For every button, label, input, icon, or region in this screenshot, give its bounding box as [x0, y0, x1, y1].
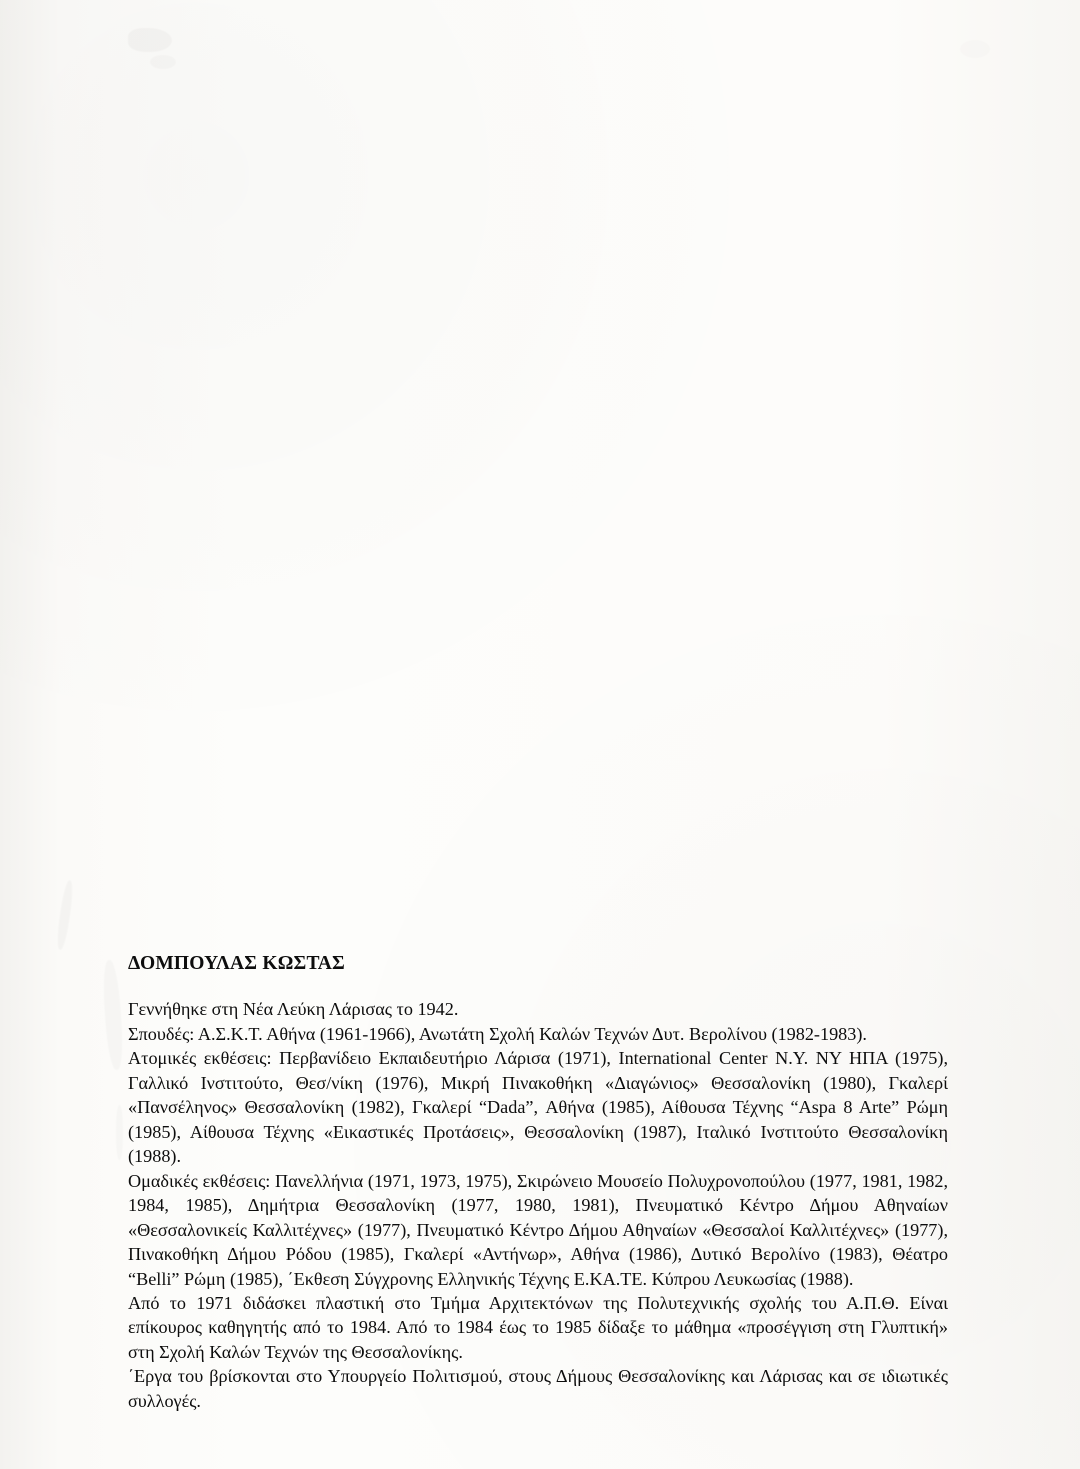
scan-artifact [116, 1105, 123, 1160]
biography-paragraphs [128, 997, 948, 1413]
artist-name-heading: ΔΟΜΠΟΥΛΑΣ ΚΩΣΤΑΣ [128, 953, 345, 974]
bio-paragraph: ΄Εργα του βρίσκονται στο Υπουργείο Πολιτισμού, στους Δήμους Θεσσαλονίκης και Λάρισας και σε ιδιωτικές συλλογές. [128, 1366, 948, 1411]
biography-text-block [128, 952, 948, 1413]
scan-artifact [150, 55, 176, 69]
bio-paragraph: Ατομικές εκθέσεις: Περβανίδειο Εκπαιδευτήριο Λάρισα (1971), International Center N.Y. ΝΥ ΗΠΑ (1975), Γαλλικό Ινστιτούτο, Θεσ/νίκη (1976), Μικρή Πινακοθήκη «Διαγώνιος» Θεσσαλονίκη (1980), Γκαλερί «Πανσέληνος» Θεσσαλονίκη (1982), Γκαλερί “Dada”, Αθήνα (1985), Αίθουσα Τέχνης “Aspa 8 Arte” Ρώμη (1985), Αίθουσα Τέχνης «Εικαστικές Προτάσεις», Θεσσαλονίκη (1987), Ιταλικό Ινστιτούτο Θεσσαλονίκη (1988). [128, 1048, 948, 1167]
scan-artifact [960, 40, 990, 58]
bio-paragraph: Ομαδικές εκθέσεις: Πανελλήνια (1971, 1973, 1975), Σκιρώνειο Μουσείο Πολυχρονοπούλου (1977, 1981, 1982, 1984, 1985), Δημήτρια Θεσσαλονίκη (1977, 1980, 1981), Πνευματικό Κέντρο Δήμου Αθηναίων «Θεσσαλονικείς Καλλιτέχνες» (1977), Πνευματικό Κέντρο Δήμου Αθηναίων «Θεσσαλοί Καλλιτέχνες» (1977), Πινακοθήκη Δήμου Ρόδου (1985), Γκαλερί «Αντήνωρ», Αθήνα (1986), Δυτικό Βερολίνο (1983), Θέατρο “Belli” Ρώμη (1985), ΄Εκθεση Σύγχρονης Ελληνικής Τέχνης Ε.ΚΑ.ΤΕ. Κύπρου Λευκωσίας (1988). [128, 1170, 948, 1289]
bio-paragraph: Σπουδές: Α.Σ.Κ.Τ. Αθήνα (1961-1966), Ανωτάτη Σχολή Καλών Τεχνών Δυτ. Βερολίνου (1982-1983). [128, 1023, 867, 1044]
scan-artifact [55, 880, 75, 951]
scan-artifact [128, 28, 172, 52]
bio-paragraph: Από το 1971 διδάσκει πλαστική στο Τμήμα Αρχιτεκτόνων της Πολυτεχνικής σχολής του Α.Π.Θ. Είναι επίκουρος καθηγητής από το 1984. Από το 1984 έως το 1985 δίδαξε το μάθημα «προσέγγιση στη Γλυπτική» στη Σχολή Καλών Τεχνών της Θεσσαλονίκης. [128, 1293, 948, 1362]
bio-paragraph: Γεννήθηκε στη Νέα Λεύκη Λάρισας το 1942. [128, 999, 459, 1020]
scan-artifact [101, 960, 125, 1071]
